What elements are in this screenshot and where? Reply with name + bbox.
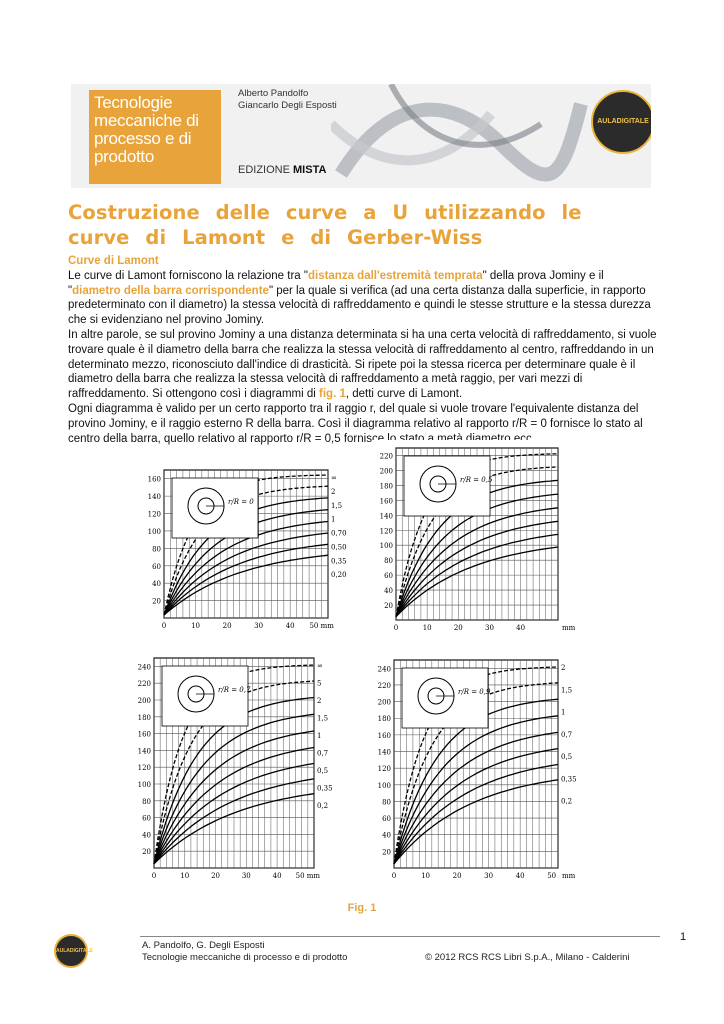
ratio-label: r/R = 0,9 xyxy=(458,688,491,696)
edition-label: EDIZIONE MISTA xyxy=(238,164,327,176)
curve-label: 0,5 xyxy=(561,753,573,762)
y-tick-label: 20 xyxy=(382,848,391,857)
paragraph-1: Le curve di Lamont forniscono la relazione tra "distanza dall'estremità temprata" della prova Jominy e il "diametro della barra corrispondente" per la quale si verifica (ad una certa distanza dalla superficie, in rapporto predeterminato con il diametro) la stessa velocità di raffreddamento e quindi le stesse strutture e la stessa durezza che si evidenziano nel provino Jominy. xyxy=(68,269,651,327)
x-tick-label: 40 xyxy=(285,622,295,630)
y-tick-label: 160 xyxy=(147,475,161,484)
y-tick-label: 120 xyxy=(137,764,151,773)
y-tick-label: 20 xyxy=(384,602,393,611)
paragraph-3: Ogni diagramma è valido per un certo rapporto tra il raggio r, del quale si vuole trovare l'equivalente distanza del provino Jominy, e il raggio esterno R della barra. Così il diagramma relativo al rapporto r/R = 0 fornisce lo stato al centro della barra, quello relativo al rapporto r/R = 0,5 fornisce lo stato a metà diametro ecc. xyxy=(68,402,643,445)
curve-label: 0,2 xyxy=(317,802,329,810)
y-tick-label: 220 xyxy=(377,681,391,690)
y-tick-label: 100 xyxy=(379,542,393,551)
curve-label: 0,5 xyxy=(317,767,329,775)
section-heading: Curve di Lamont xyxy=(68,255,159,267)
curve-label: 2 xyxy=(317,697,322,705)
y-tick-label: 100 xyxy=(377,781,391,790)
page-number: 1 xyxy=(680,931,687,943)
y-tick-label: 240 xyxy=(137,663,151,672)
x-tick-label: 10 xyxy=(422,624,432,632)
x-tick-label: 50 xyxy=(547,872,557,880)
x-tick-label: 40 xyxy=(516,624,526,632)
x-tick-label: 30 xyxy=(484,872,494,880)
authors xyxy=(238,88,337,112)
author-1: Alberto Pandolfo xyxy=(238,88,309,99)
footer-copyright: © 2012 RCS RCS Libri S.p.A., Milano - Calderini xyxy=(425,952,630,963)
curve-label: 0,35 xyxy=(317,784,333,793)
curve-label: ∞ xyxy=(317,662,323,670)
y-tick-label: 160 xyxy=(137,730,151,739)
y-tick-label: 180 xyxy=(137,713,151,722)
curve-label: 1 xyxy=(331,515,336,524)
curve-label: 0,35 xyxy=(561,775,577,784)
footer-book: Tecnologie meccaniche di processo e di prodotto xyxy=(142,952,348,963)
x-tick-label: mm xyxy=(562,872,576,880)
footer-authors: A. Pandolfo, G. Degli Esposti xyxy=(142,940,265,951)
ratio-label: r/R = 0,5 xyxy=(460,476,493,484)
y-tick-label: 140 xyxy=(147,493,161,502)
y-tick-label: 200 xyxy=(137,697,151,705)
y-tick-label: 100 xyxy=(147,527,161,536)
y-tick-label: 180 xyxy=(379,482,393,491)
ratio-label: r/R = 0 xyxy=(228,498,254,506)
curve-label: 0,7 xyxy=(317,749,329,758)
author-2: Giancarlo Degli Esposti xyxy=(238,100,337,111)
x-tick-label: 10 xyxy=(191,622,200,630)
y-tick-label: 200 xyxy=(379,467,393,476)
series-title-block xyxy=(89,90,221,184)
curve-label: 0,20 xyxy=(331,571,347,580)
x-tick-label: 0 xyxy=(161,622,167,630)
x-tick-label: 30 xyxy=(485,624,494,632)
curve-label: 1,5 xyxy=(331,501,343,510)
y-tick-label: 40 xyxy=(384,587,393,596)
y-tick-label: 120 xyxy=(379,527,393,536)
y-tick-label: 160 xyxy=(377,731,391,740)
book-banner xyxy=(71,84,651,188)
y-tick-label: 200 xyxy=(377,698,391,707)
x-tick-label: 40 xyxy=(272,872,282,880)
curve-label: 1,5 xyxy=(561,686,573,695)
y-tick-label: 40 xyxy=(152,580,161,589)
y-tick-label: 60 xyxy=(142,814,151,823)
y-tick-label: 40 xyxy=(142,831,151,840)
lamont-chart-r07 xyxy=(130,650,348,884)
footer-divider xyxy=(140,936,660,937)
metal-shavings-illustration xyxy=(331,84,591,188)
curve-label: 1 xyxy=(561,708,566,717)
x-tick-label: 20 xyxy=(453,624,463,632)
curve-label: 0,70 xyxy=(331,529,347,538)
x-tick-label: 20 xyxy=(211,872,220,880)
lamont-chart-r05 xyxy=(372,440,592,636)
x-tick-label: 0 xyxy=(393,624,399,632)
x-tick-label: 10 xyxy=(421,872,430,880)
bar-section-inset xyxy=(402,668,491,728)
y-tick-label: 180 xyxy=(377,715,391,724)
curve-label: 0,50 xyxy=(331,543,347,552)
y-tick-label: 80 xyxy=(382,798,391,807)
x-tick-label: 10 xyxy=(180,872,190,880)
y-tick-label: 60 xyxy=(382,815,391,824)
main-text xyxy=(68,254,658,446)
figure-caption: Fig. 1 xyxy=(347,902,377,914)
y-tick-label: 120 xyxy=(147,510,161,519)
y-tick-label: 20 xyxy=(152,597,161,606)
y-tick-label: 40 xyxy=(382,831,391,840)
curve-label: 2 xyxy=(331,487,336,496)
x-tick-label: 50 mm xyxy=(309,622,334,630)
y-tick-label: 100 xyxy=(137,781,151,789)
x-tick-label: 30 xyxy=(254,622,264,630)
y-tick-label: 220 xyxy=(137,680,151,689)
lamont-chart-r09 xyxy=(370,652,592,884)
x-tick-label: 40 xyxy=(515,872,525,880)
y-tick-label: 60 xyxy=(152,562,161,571)
y-tick-label: 140 xyxy=(137,747,151,756)
x-tick-label: 50 mm xyxy=(295,872,321,880)
y-tick-label: 80 xyxy=(142,797,151,806)
y-tick-label: 220 xyxy=(379,452,393,461)
curve-label: 0,2 xyxy=(561,797,573,806)
curve-label: 0,35 xyxy=(331,557,347,566)
page-title: Costruzione delle curve a U utilizzando le curve di Lamont e di Gerber-Wiss xyxy=(68,201,582,249)
x-tick-label: 20 xyxy=(222,622,232,630)
lamont-chart-r0 xyxy=(140,462,362,634)
y-tick-label: 80 xyxy=(152,545,161,554)
curve-label: 0,7 xyxy=(561,730,573,739)
curve-label: ∞ xyxy=(331,474,337,482)
footer-logo: AULADIGITALE xyxy=(54,934,88,968)
x-tick-label: 0 xyxy=(151,872,157,880)
y-tick-label: 140 xyxy=(379,512,393,521)
curve-label: 2 xyxy=(561,664,566,672)
x-tick-label: 20 xyxy=(452,872,462,880)
x-tick-label: mm xyxy=(562,624,576,632)
bar-section-inset xyxy=(172,478,258,538)
series-title: Tecnologie meccaniche di processo e di prodotto xyxy=(94,93,199,166)
curve-label: 5 xyxy=(317,679,322,688)
ratio-label: r/R = 0,7 xyxy=(218,686,251,694)
y-tick-label: 160 xyxy=(379,497,393,506)
y-tick-label: 20 xyxy=(142,848,151,857)
x-tick-label: 30 xyxy=(241,872,251,880)
y-tick-label: 80 xyxy=(384,557,393,566)
bar-section-inset xyxy=(404,456,493,516)
x-tick-label: 0 xyxy=(391,872,397,880)
paragraph-2: In altre parole, se sul provino Jominy a una distanza determinata si ha una certa velocità di raffreddamento, si vuole trovare quale è il diametro della barra che realizza la stessa velocità di raffreddamento al centro, raffreddando in un determinato mezzo, riconosciuto dall'indice di drasticità. Si ripete poi la stessa ricerca per determinare quale è il diametro della barra che realizza la stessa velocità di raffreddamento a metà raggio, per vari mezzi di raffreddamento. Si ottengono così i diagrammi di fig. 1, detti curve di Lamont. xyxy=(68,328,657,401)
y-tick-label: 120 xyxy=(377,765,391,774)
auladigitale-logo: AULADIGITALE xyxy=(591,90,651,154)
curve-label: 1,5 xyxy=(317,714,329,723)
y-tick-label: 140 xyxy=(377,748,391,757)
curve-label: 1 xyxy=(317,732,322,740)
y-tick-label: 60 xyxy=(384,572,393,581)
y-tick-label: 240 xyxy=(377,665,391,674)
bar-section-inset xyxy=(162,666,251,726)
